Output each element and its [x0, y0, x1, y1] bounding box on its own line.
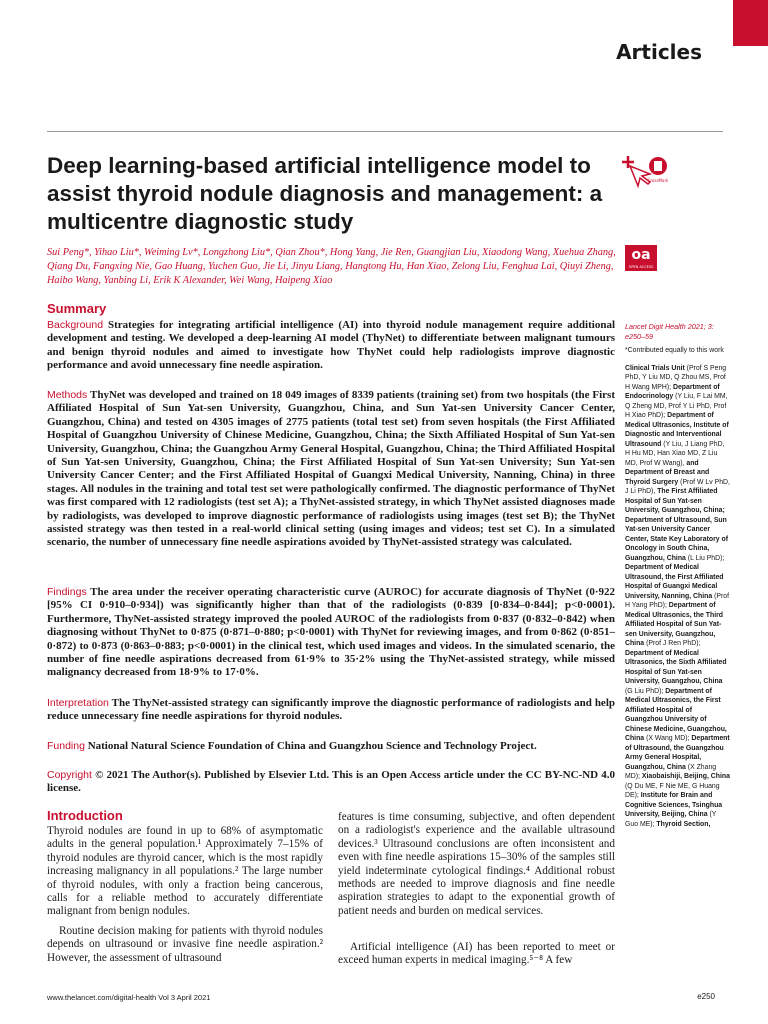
affiliation-name: Xiaobaishiji, Beijing, China: [641, 773, 730, 780]
affiliation-name: The First Affiliated Hospital of Sun Yat-sen University, Guangzhou, China; Department of Ultrasound, Sun Yat-sen University Cancer Center, State Key Laboratory of Oncology in South China, Guangzhou, China: [625, 488, 729, 562]
crossmark-label: CrossMark: [647, 178, 668, 183]
journal-color-tab: [733, 0, 768, 46]
affiliation-people: (Y Guo ME);: [625, 811, 717, 828]
interpretation-text: The ThyNet-assisted strategy can significantly improve the diagnostic performance of radiologists and help reduce unnecessary fine needle aspirations for thyroid nodules.: [47, 697, 615, 723]
affiliation-people: (X Wang MD);: [646, 735, 690, 742]
affiliation-people: (X Zhang MD);: [625, 763, 717, 780]
methods-label: Methods: [47, 389, 88, 401]
affiliation-people: (Prof H Yang PhD);: [625, 592, 730, 609]
affiliation-people: (L Liu PhD);: [687, 554, 725, 562]
copyright-text: © 2021 The Author(s). Published by Elsevier Ltd. This is an Open Access article under the CC BY-NC-ND 4.0 license.: [47, 769, 615, 795]
summary-background: [47, 319, 615, 373]
interpretation-label: Interpretation: [47, 697, 109, 709]
affiliation-people: (Q Du ME, F Nie ME, G Huang DE);: [625, 782, 720, 799]
summary-methods: [47, 389, 615, 550]
open-access-sublabel: OPEN ACCESS: [628, 265, 654, 269]
crossmark-icon[interactable]: [622, 152, 668, 192]
summary-funding: [47, 740, 615, 753]
intro-paragraph: Artificial intelligence (AI) has been reported to meet or exceed human experts in medical imaging.⁵⁻⁸ A few: [338, 941, 615, 967]
background-text: Strategies for integrating artificial intelligence (AI) into thyroid nodule management require additional development and testing. We developed a deep-learning AI model (ThyNet) to differentiate between malignant tumours and benign thyroid nodules and aimed to investigate how ThyNet could help radiologists improve diagnostic performance and avoid unnecessary fine needle aspiration.: [47, 319, 615, 372]
affiliation-people: (Y Liu, J Liang PhD, H Hu MD, Han Xiao MD, Z Liu MD, Prof W Wang),: [625, 440, 725, 467]
affiliation-people: (Y Liu, F Lai MM, Q Zheng MD, Prof Y Li PhD, Prof H Xiao PhD);: [625, 393, 728, 419]
page-number: e250: [697, 992, 715, 1001]
affiliation-name: Department of Endocrinology: [625, 383, 720, 400]
affiliation-name: Department of Medical Ultrasound, the First Affiliated Hospital of Guangxi Medical University, Nanning, China: [625, 564, 724, 600]
affiliation-name: and Department of Breast and Thyroid Surgery: [625, 459, 710, 486]
summary-copyright: [47, 769, 615, 796]
copyright-label: Copyright: [47, 769, 92, 781]
funding-label: Funding: [47, 740, 85, 752]
findings-label: Findings: [47, 586, 87, 598]
affiliation-people: (Prof J Ren PhD);: [646, 640, 701, 647]
affiliations: [625, 364, 731, 830]
citation: Lancet Digit Health 2021; 3: e250–59: [625, 322, 714, 341]
affiliation-people: (G Liu PhD);: [625, 687, 664, 695]
intro-paragraph: Routine decision making for patients with thyroid nodules depends on ultrasound or invasive fine needle aspiration.² However, the assessment of ultrasound: [47, 925, 323, 964]
background-label: Background: [47, 319, 104, 331]
introduction-heading: Introduction: [47, 808, 123, 823]
affiliation-name: Department of Medical Ultrasonics, the First Affiliated Hospital of Guangzhou University of Chinese Medicine, Guangzhou, China: [625, 687, 727, 742]
affiliation-name: Institute for Brain and Cognitive Sciences, Tsinghua University, Beijing, China: [625, 792, 723, 818]
summary-findings: [47, 586, 615, 680]
affiliation-name: Department of Ultrasound, the Guangzhou Army General Hospital, Guangzhou, China: [625, 735, 730, 771]
findings-text: The area under the receiver operating characteristic curve (AUROC) for accurate diagnosis of ThyNet (0·922 [95% CI 0·910–0·934]) was significantly higher than that of the radiologists (0·839 [0·834–0·844]; p<0·0001). Furthermore, ThyNet-assisted strategy improved the pooled AUROC of the radiologists from 0·837 (0·832–0·842) when diagnosing without ThyNet to 0·875 (0·871–0·880; p<0·0001) with ThyNet for reviewing images, and from 0·862 (0·851–0·872) to 0·873 (0·863–0·883; p<0·0001) in the clinical test, which used images and videos. In the simulated scenario, the number of fine needle aspirations decreased from 61·9% to 35·2% using the ThyNet-assisted strategy, while missed malignancy decreased from 18·9% to 17·0%.: [47, 586, 615, 679]
article-title: Deep learning-based artificial intelligence model to assist thyroid nodule diagnosis and management: a multicentre diagnostic study: [47, 153, 603, 234]
oa-label: oa: [631, 247, 651, 263]
contribution-note: *Contributed equally to this work: [625, 347, 724, 354]
header-rule: [47, 131, 723, 132]
summary-interpretation: [47, 697, 615, 724]
summary-heading: Summary: [47, 301, 107, 316]
sidebar: [625, 322, 731, 829]
affiliation-name: Department of Medical Ultrasonics, Institute of Diagnostic and Interventional Ultrasound: [625, 412, 729, 448]
affiliation-people: (Prof W Lv PhD, J Li PhD),: [625, 478, 730, 495]
affiliation-name: Thyroid Section,: [656, 820, 711, 828]
affiliation-people: (Prof S Peng PhD, Y Liu MD, Q Zhou MS, Prof H Wang MPH);: [625, 364, 727, 391]
author-list: Sui Peng*, Yihao Liu*, Weiming Lv*, Longzhong Liu*, Qian Zhou*, Hong Yang, Jie Ren, Guangjian Liu, Xiaodong Wang, Xuehua Zhang, Qiang Du, Fangxing Nie, Gao Huang, Yuchen Guo, Jie Li, Jinyu Liang, Hangtong Hu, Han Xiao, Zelong Liu, Fenghua Lai, Qiuyi Zheng, Haibo Wang, Yanbing Li, Erik K Alexander, Wei Wang, Haipeng Xiao: [47, 247, 616, 286]
footer-journal-url: www.thelancet.com/digital-health Vol 3 April 2021: [47, 993, 211, 1002]
affiliation-name: Department of Medical Ultrasonics, the Sixth Affiliated Hospital of Sun Yat-sen University, Guangzhou, China: [625, 649, 727, 685]
intro-paragraph: features is time consuming, subjective, and often dependent on a radiologist's experience and the available ultrasound devices.³ Ultrasound conclusions are often inconsistent and even with fine needle aspirations 15–30% of the samples still yield indeterminate cytological findings.⁴ Additional robust methods are needed to improve diagnosis and fine needle aspiration strategies to adapt to the exponential growth of patient needs and burden on medical services.: [338, 811, 615, 917]
funding-text: National Natural Science Foundation of China and Guangzhou Science and Technology Project.: [87, 740, 537, 752]
methods-text: ThyNet was developed and trained on 18 049 images of 8339 patients (training set) from two hospitals (the First Affiliated Hospital of Sun Yat-sen University, Guangzhou, China, and Sun Yat-sen University Cancer Center, Guangzhou, China) and tested on 4305 images of 2775 patients (total test set) from seven hospitals (the First Affiliated Hospital of Guangzhou University of Chinese Medicine, Guangzhou, China; the Sixth Affiliated Hospital of Sun Yat-sen University, Guangzhou, China; the Guangzhou Army General Hospital, Guangzhou, China; the Third Affiliated Hospital of Sun Yat-sen University, Guangzhou, China; the First Affiliated Hospital of Sun Yat-sen University; Sun Yat-sen University Cancer Center; and the First Affiliated Hospital of Guangxi Medical University, Nanning, China) in three stages. All nodules in the training and total test set were pathologically confirmed. The diagnostic performance of ThyNet was first compared with 12 radiologists (test set A); a ThyNet-assisted strategy, in which ThyNet assisted diagnoses made by radiologists, was developed to improve diagnostic performance of radiologists using images (test set B); the ThyNet assisted strategy was then tested in a real-world clinical setting (using images and videos; test set C). In a simulated scenario, the number of unnecessary fine needle aspirations avoided by ThyNet-assisted strategy was calculated.: [47, 389, 615, 549]
affiliation-name: Department of Medical Ultrasonics, the Third Affiliated Hospital of Sun Yat-sen University, Guangzhou, China: [625, 602, 724, 647]
affiliation-name: Clinical Trials Unit: [625, 364, 685, 372]
intro-paragraph: Thyroid nodules are found in up to 68% of asymptomatic adults in the general population.¹ Approximately 7–15% of thyroid nodules are thyroid cancer, which is the most rapidly increasing malignancy in all populations.² The large number of thyroid nodules, with only a fraction being cancerous, calls for a reliable method to accurately differentiate malignant from benign nodules.: [47, 825, 323, 918]
section-label: Articles: [616, 40, 702, 64]
